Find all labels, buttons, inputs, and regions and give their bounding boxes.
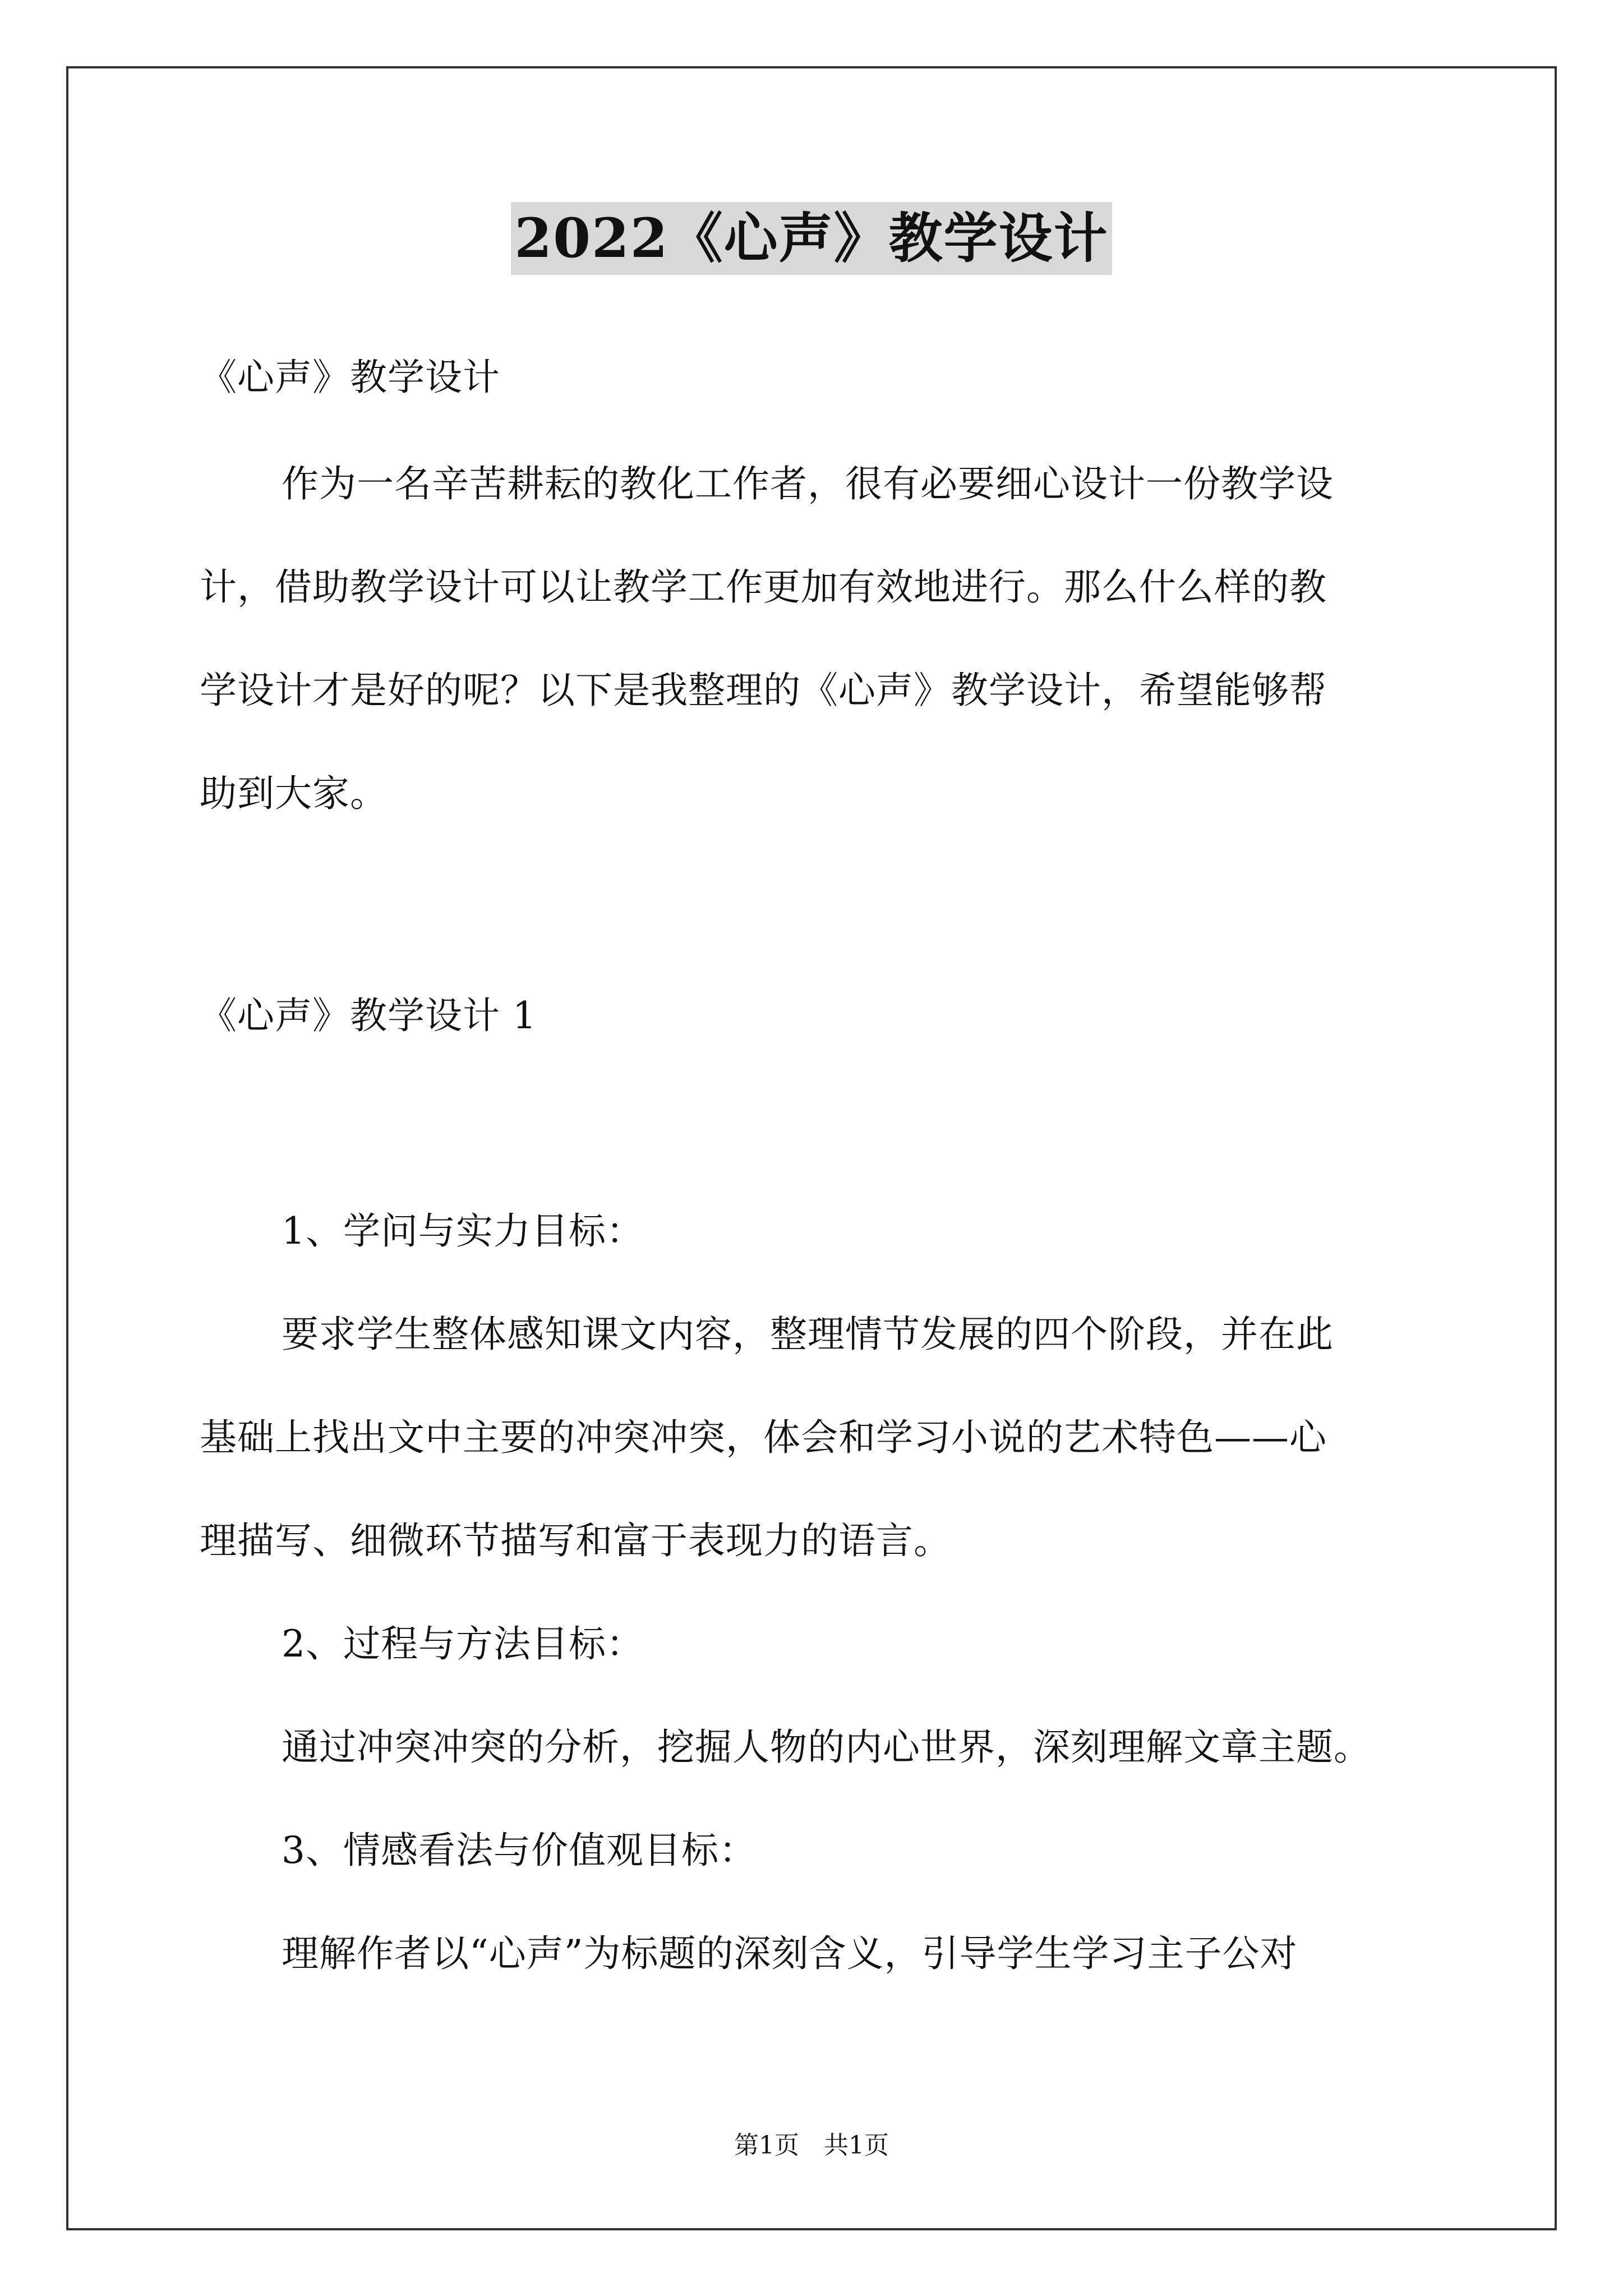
goal-1-heading: 1、学问与实力目标： (282, 1209, 644, 1253)
intro-line-3: 学设计才是好的呢？以下是我整理的《心声》教学设计，希望能够帮 (200, 669, 1327, 712)
goal-1-line-2: 基础上找出文中主要的冲突冲突，体会和学习小说的艺术特色——心 (200, 1416, 1327, 1459)
document-title (0, 202, 1623, 275)
goal-3-heading: 3、情感看法与价值观目标： (282, 1829, 757, 1872)
intro-line-2: 计，借助教学设计可以让教学工作更加有效地进行。那么什么样的教 (200, 565, 1327, 609)
section-heading: 《心声》教学设计 1 (200, 994, 537, 1037)
goal-2-line: 通过冲突冲突的分析，挖掘人物的内心世界，深刻理解文章主题。 (282, 1726, 1371, 1769)
goal-1-line-1: 要求学生整体感知课文内容，整理情节发展的四个阶段，并在此 (282, 1313, 1334, 1356)
goal-2-heading: 2、过程与方法目标： (282, 1622, 644, 1665)
intro-line-1: 作为一名辛苦耕耘的教化工作者，很有必要细心设计一份教学设 (282, 462, 1334, 505)
document-subtitle: 《心声》教学设计 (200, 356, 500, 399)
document-title-text: 2022《心声》教学设计 (511, 202, 1112, 275)
goal-3-line: 理解作者以“心声”为标题的深刻含义，引导学生学习主子公对 (282, 1932, 1298, 1975)
page-footer: 第1页 共1页 (734, 2131, 889, 2160)
intro-line-4: 助到大家。 (200, 772, 388, 815)
goal-1-line-3: 理描写、细微环节描写和富于表现力的语言。 (200, 1519, 951, 1562)
